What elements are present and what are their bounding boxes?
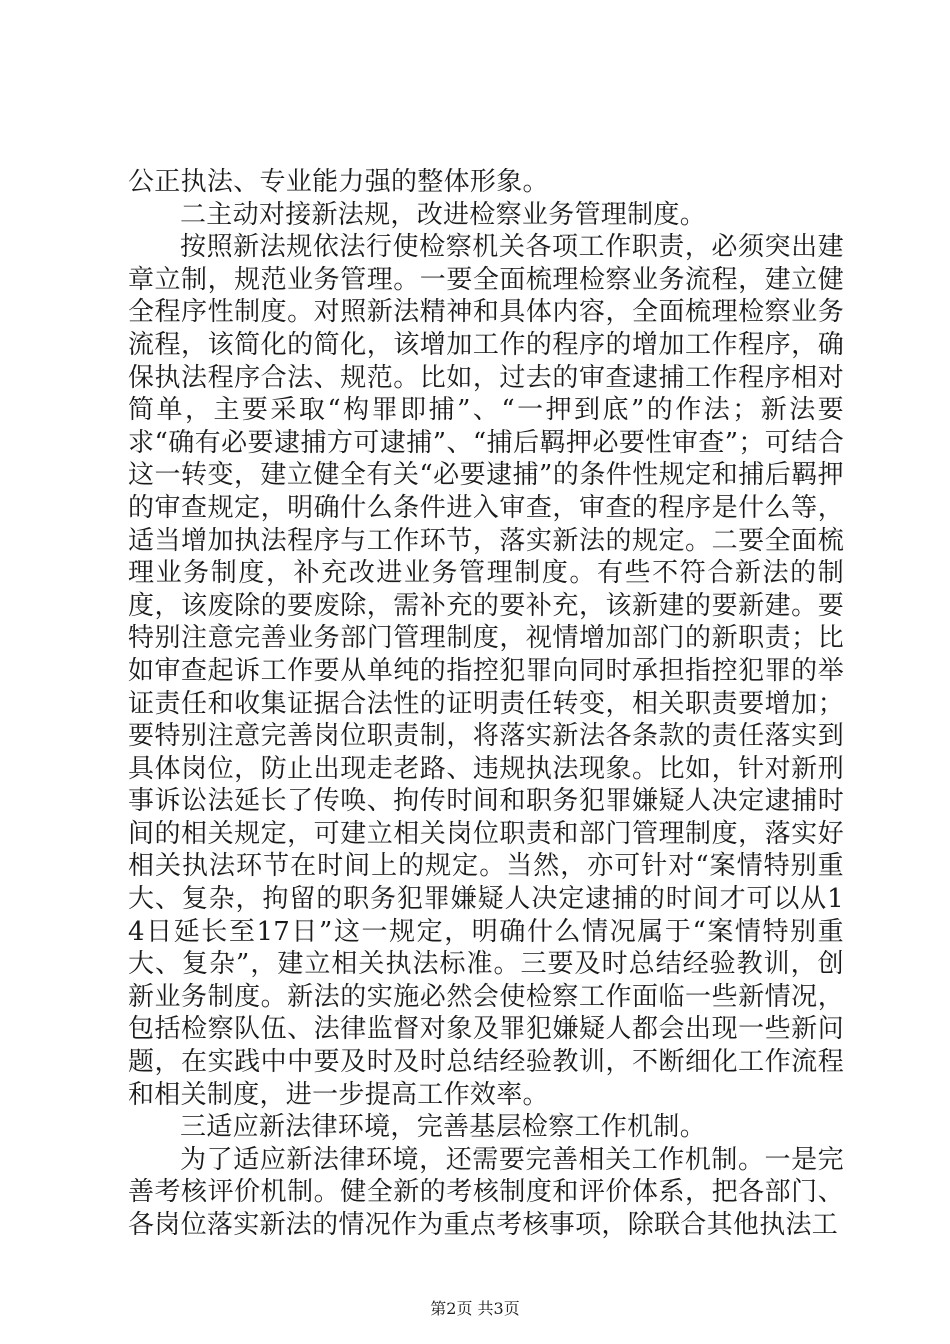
paragraph-continuation: 公正执法、专业能力强的整体形象。 xyxy=(128,167,549,197)
paragraph-body: 为了适应新法律环境，还需要完善相关工作机制。一是完善考核评价机制。健全新的考核制度和评价体系，把各部门、各岗位落实新法的情况作为重点考核事项，除联合其他执法工 xyxy=(128,1144,844,1240)
page-number-footer: 第2页 共3页 xyxy=(430,1299,520,1318)
paragraph-body: 按照新法规依法行使检察机关各项工作职责，必须突出建章立制，规范业务管理。一要全面梳理检察业务流程，建立健全程序性制度。对照新法精神和具体内容，全面梳理检察业务流程，该简化的简化，该增加工作的程序的增加工作程序，确保执法程序合法、规范。比如，过去的审查逮捕工作程序相对简单，主要采取“构罪即捕”、“一押到底”的作法；新法要求“确有必要逮捕方可逮捕”、“捕后羁押必要性审查”；可结合这一转变，建立健全有关“必要逮捕”的条件性规定和捕后羁押的审查规定，明确什么条件进入审查，审查的程序是什么等，适当增加执法程序与工作环节，落实新法的规定。二要全面梳理业务制度，补充改进业务管理制度。有些不符合新法的制度，该废除的要废除，需补充的要补充，该新建的要新建。要特别注意完善业务部门管理制度，视情增加部门的新职责；比如审查起诉工作要从单纯的指控犯罪向同时承担指控犯罪的举证责任和收集证据合法性的证明责任转变，相关职责要增加；要特别注意完善岗位职责制，将落实新法各条款的责任落实到具体岗位，防止出现走老路、违规执法现象。比如，针对新刑事诉讼法延长了传唤、拘传时间和职务犯罪嫌疑人决定逮捕时间的相关规定，可建立相关岗位职责和部门管理制度，落实好相关执法环节在时间上的规定。当然，亦可针对“案情特别重大、复杂，拘留的职务犯罪嫌疑人决定逮捕的时间才可以从14日延长至17日”这一规定，明确什么情况属于“案情特别重大、复杂”，建立相关执法标准。三要及时总结经验教训，创新业务制度。新法的实施必然会使检察工作面临一些新情况，包括检察队伍、法律监督对象及罪犯嫌疑人都会出现一些新问题，在实践中中要及时及时总结经验教训，不断细化工作流程和相关制度，进一步提高工作效率。 xyxy=(128,232,844,1110)
document-body xyxy=(128,166,844,1242)
section-heading-2: 二主动对接新法规，改进检察业务管理制度。 xyxy=(180,199,707,230)
section-heading-3: 三适应新法律环境，完善基层检察工作机制。 xyxy=(180,1112,707,1143)
